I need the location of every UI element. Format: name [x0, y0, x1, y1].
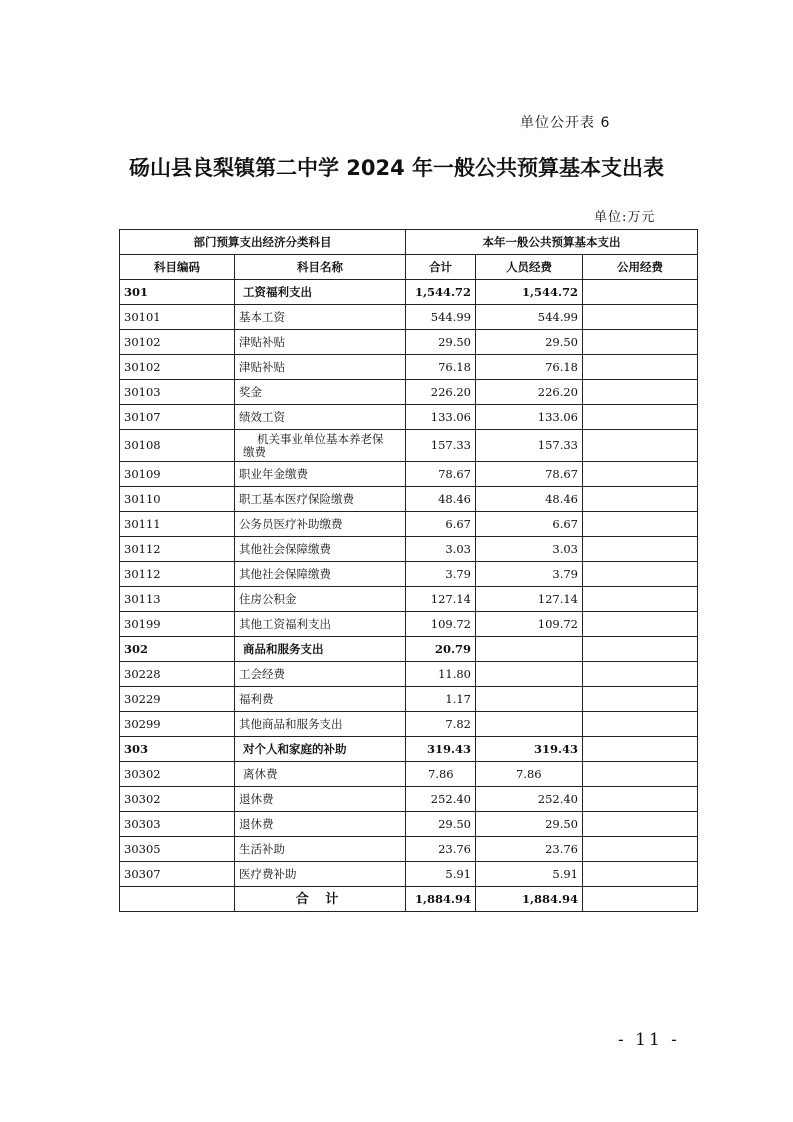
cell-public — [583, 837, 698, 862]
cell-personnel: 544.99 — [476, 305, 583, 330]
col-header-public: 公用经费 — [583, 255, 698, 280]
cell-personnel — [476, 687, 583, 712]
table-row — [120, 512, 698, 537]
cell-name: 奖金 — [235, 380, 406, 405]
cell-code: 303 — [120, 737, 235, 762]
table-row — [120, 762, 698, 787]
col-header-code: 科目编码 — [120, 255, 235, 280]
table-row — [120, 612, 698, 637]
cell-total: 319.43 — [406, 737, 476, 762]
cell-total: 252.40 — [406, 787, 476, 812]
cell-total: 29.50 — [406, 330, 476, 355]
cell-name: 津贴补贴 — [235, 355, 406, 380]
cell-public — [583, 330, 698, 355]
cell-public — [583, 812, 698, 837]
cell-total: 76.18 — [406, 355, 476, 380]
cell-name: 职工基本医疗保险缴费 — [235, 487, 406, 512]
cell-code: 30103 — [120, 380, 235, 405]
col-header-name: 科目名称 — [235, 255, 406, 280]
cell-personnel: 319.43 — [476, 737, 583, 762]
document-title: 砀山县良梨镇第二中学 2024 年一般公共预算基本支出表 — [128, 156, 665, 180]
cell-code: 30113 — [120, 587, 235, 612]
cell-personnel: 78.67 — [476, 462, 583, 487]
cell-personnel: 48.46 — [476, 487, 583, 512]
cell-public — [583, 587, 698, 612]
cell-total: 544.99 — [406, 305, 476, 330]
cell-name: 其他工资福利支出 — [235, 612, 406, 637]
cell-name: 公务员医疗补助缴费 — [235, 512, 406, 537]
cell-name: 其他商品和服务支出 — [235, 712, 406, 737]
table-row — [120, 587, 698, 612]
table-row — [120, 355, 698, 380]
cell-name: 离休费 — [235, 762, 406, 787]
total-sum: 1,884.94 — [406, 887, 476, 912]
cell-code: 30102 — [120, 355, 235, 380]
cell-name: 福利费 — [235, 687, 406, 712]
cell-code: 30111 — [120, 512, 235, 537]
form-number: 单位公开表 6 — [520, 115, 611, 131]
cell-personnel: 157.33 — [476, 430, 583, 462]
cell-code: 30107 — [120, 405, 235, 430]
table-row — [120, 487, 698, 512]
table-row — [120, 812, 698, 837]
table-row — [120, 280, 698, 305]
cell-public — [583, 430, 698, 462]
group-header-basic-expenditure: 本年一般公共预算基本支出 — [406, 230, 698, 255]
cell-public — [583, 762, 698, 787]
cell-total: 133.06 — [406, 405, 476, 430]
cell-public — [583, 462, 698, 487]
cell-public — [583, 537, 698, 562]
cell-code: 30110 — [120, 487, 235, 512]
cell-public — [583, 862, 698, 887]
cell-total: 48.46 — [406, 487, 476, 512]
table-row — [120, 380, 698, 405]
cell-public — [583, 355, 698, 380]
cell-public — [583, 612, 698, 637]
cell-name: 津贴补贴 — [235, 330, 406, 355]
table-row — [120, 430, 698, 462]
cell-personnel: 29.50 — [476, 812, 583, 837]
group-header-classification: 部门预算支出经济分类科目 — [120, 230, 406, 255]
table-row — [120, 712, 698, 737]
cell-public — [583, 737, 698, 762]
budget-table — [119, 229, 698, 912]
cell-name-line2: 缴费 — [243, 444, 266, 459]
cell-code: 30112 — [120, 537, 235, 562]
cell-personnel: 252.40 — [476, 787, 583, 812]
cell-public — [583, 562, 698, 587]
cell-personnel: 7.86 — [476, 762, 583, 787]
cell-total: 109.72 — [406, 612, 476, 637]
col-header-personnel: 人员经费 — [476, 255, 583, 280]
cell-code: 30305 — [120, 837, 235, 862]
cell-name — [235, 430, 406, 462]
table-row — [120, 537, 698, 562]
cell-total: 1.17 — [406, 687, 476, 712]
cell-code: 30299 — [120, 712, 235, 737]
unit-label: 单位:万元 — [594, 210, 656, 225]
cell-personnel: 5.91 — [476, 862, 583, 887]
cell-personnel — [476, 637, 583, 662]
cell-public — [583, 687, 698, 712]
cell-public — [583, 305, 698, 330]
table-column-header — [120, 255, 698, 280]
cell-name: 工资福利支出 — [235, 280, 406, 305]
cell-public — [583, 662, 698, 687]
cell-personnel: 3.03 — [476, 537, 583, 562]
cell-name: 退休费 — [235, 812, 406, 837]
cell-public — [583, 487, 698, 512]
cell-total: 127.14 — [406, 587, 476, 612]
cell-personnel: 76.18 — [476, 355, 583, 380]
cell-name: 工会经费 — [235, 662, 406, 687]
cell-code: 30307 — [120, 862, 235, 887]
cell-total: 23.76 — [406, 837, 476, 862]
cell-name: 绩效工资 — [235, 405, 406, 430]
cell-code: 301 — [120, 280, 235, 305]
cell-personnel: 1,544.72 — [476, 280, 583, 305]
cell-code: 30302 — [120, 762, 235, 787]
cell-code: 30102 — [120, 330, 235, 355]
table-row — [120, 687, 698, 712]
cell-total: 7.82 — [406, 712, 476, 737]
cell-code — [120, 887, 235, 912]
cell-name: 住房公积金 — [235, 587, 406, 612]
cell-public — [583, 787, 698, 812]
cell-personnel: 127.14 — [476, 587, 583, 612]
cell-name: 其他社会保障缴费 — [235, 562, 406, 587]
cell-public — [583, 380, 698, 405]
cell-name-line1: 机关事业单位基本养老保 — [257, 431, 384, 446]
cell-total: 1,544.72 — [406, 280, 476, 305]
cell-total: 226.20 — [406, 380, 476, 405]
cell-personnel: 3.79 — [476, 562, 583, 587]
cell-name: 退休费 — [235, 787, 406, 812]
cell-personnel: 226.20 — [476, 380, 583, 405]
table-row — [120, 405, 698, 430]
cell-total: 78.67 — [406, 462, 476, 487]
cell-code: 30228 — [120, 662, 235, 687]
cell-public — [583, 512, 698, 537]
cell-personnel: 109.72 — [476, 612, 583, 637]
cell-total: 157.33 — [406, 430, 476, 462]
table-row — [120, 562, 698, 587]
cell-total: 6.67 — [406, 512, 476, 537]
cell-personnel: 29.50 — [476, 330, 583, 355]
cell-total: 3.79 — [406, 562, 476, 587]
cell-code: 30199 — [120, 612, 235, 637]
table-row — [120, 330, 698, 355]
table-row — [120, 837, 698, 862]
cell-name: 医疗费补助 — [235, 862, 406, 887]
cell-name: 其他社会保障缴费 — [235, 537, 406, 562]
cell-code: 30303 — [120, 812, 235, 837]
cell-total: 7.86 — [406, 762, 476, 787]
cell-code: 30109 — [120, 462, 235, 487]
cell-total: 20.79 — [406, 637, 476, 662]
table-row — [120, 305, 698, 330]
table-row — [120, 637, 698, 662]
cell-public — [583, 637, 698, 662]
cell-code: 30101 — [120, 305, 235, 330]
total-label: 合 计 — [235, 887, 406, 912]
cell-personnel: 23.76 — [476, 837, 583, 862]
table-row — [120, 737, 698, 762]
cell-public — [583, 712, 698, 737]
cell-name: 商品和服务支出 — [235, 637, 406, 662]
cell-public — [583, 405, 698, 430]
cell-name: 生活补助 — [235, 837, 406, 862]
cell-name: 职业年金缴费 — [235, 462, 406, 487]
page-number: - 11 - — [618, 1030, 680, 1050]
cell-public — [583, 280, 698, 305]
col-header-total: 合计 — [406, 255, 476, 280]
table-row — [120, 462, 698, 487]
cell-total: 3.03 — [406, 537, 476, 562]
cell-code: 30108 — [120, 430, 235, 462]
table-row — [120, 787, 698, 812]
cell-personnel: 133.06 — [476, 405, 583, 430]
cell-personnel: 6.67 — [476, 512, 583, 537]
cell-code: 30302 — [120, 787, 235, 812]
cell-total: 5.91 — [406, 862, 476, 887]
table-row — [120, 862, 698, 887]
cell-code: 30112 — [120, 562, 235, 587]
cell-name: 对个人和家庭的补助 — [235, 737, 406, 762]
total-public — [583, 887, 698, 912]
cell-personnel — [476, 712, 583, 737]
cell-code: 302 — [120, 637, 235, 662]
table-row — [120, 662, 698, 687]
cell-total: 29.50 — [406, 812, 476, 837]
cell-name: 基本工资 — [235, 305, 406, 330]
table-group-header — [120, 230, 698, 255]
cell-code: 30229 — [120, 687, 235, 712]
table-total-row — [120, 887, 698, 912]
cell-total: 11.80 — [406, 662, 476, 687]
total-personnel: 1,884.94 — [476, 887, 583, 912]
cell-personnel — [476, 662, 583, 687]
